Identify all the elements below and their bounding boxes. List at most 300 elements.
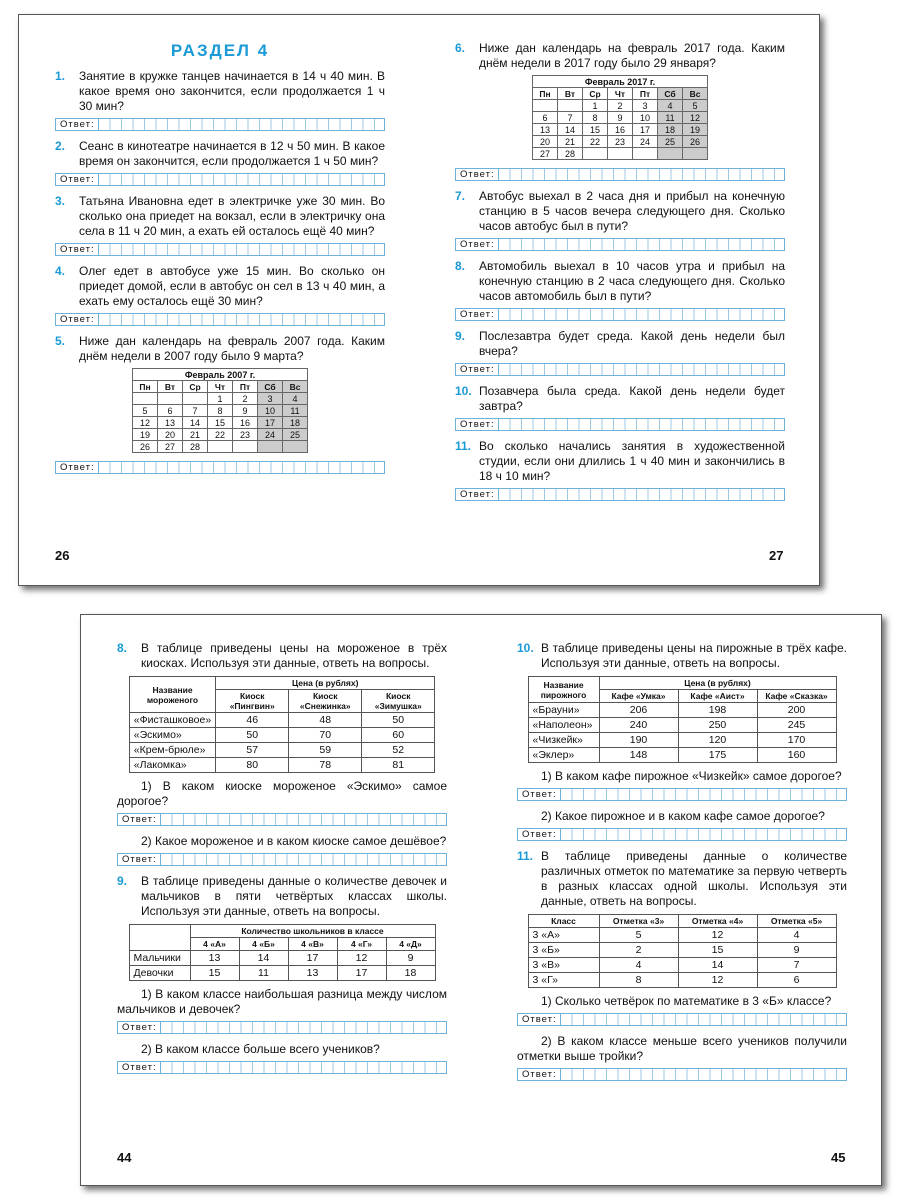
answer-field[interactable] <box>517 1068 847 1081</box>
table-cell: 59 <box>289 743 362 758</box>
answer-field[interactable] <box>55 461 385 474</box>
question-7 <box>455 189 785 234</box>
calendar-day <box>158 393 183 405</box>
answer-field[interactable] <box>455 418 785 431</box>
calendar-caption: Февраль 2017 г. <box>533 76 708 88</box>
table-cell: 175 <box>678 748 757 763</box>
calendar-day: 5 <box>683 100 708 112</box>
question-11 <box>517 849 847 909</box>
subquestion: 1) В каком кафе пирожное «Чизкейк» самое дорогое? <box>541 769 842 783</box>
answer-cells[interactable] <box>99 119 384 130</box>
table-header <box>129 925 190 951</box>
calendar-week <box>133 393 308 405</box>
answer-label: Ответ: <box>56 314 99 325</box>
table-header: Отметка «3» <box>599 915 678 928</box>
table-cell: 3 «Б» <box>528 943 599 958</box>
calendar-day: 15 <box>208 417 233 429</box>
question-text: В таблице приведены цены на пирожные в трёх кафе. Используя эти данные, ответь на вопросы. <box>541 641 847 670</box>
question-text: Олег едет в автобусе уже 15 мин. Во сколько он приедет домой, если в автобус он сел в 13 ч 40 мин, а ехать ему осталось ещё 30 мин? <box>79 264 385 308</box>
calendar-weekday: Пн <box>533 88 558 100</box>
page-26 <box>55 41 385 482</box>
calendar-day: 7 <box>558 112 583 124</box>
answer-field[interactable] <box>117 853 447 866</box>
answer-field[interactable] <box>455 363 785 376</box>
calendar-week <box>533 148 708 160</box>
answer-field[interactable] <box>517 788 847 801</box>
table-cell: 245 <box>757 718 836 733</box>
table-cell: 198 <box>678 703 757 718</box>
calendar-day: 13 <box>533 124 558 136</box>
question-text: Позавчера была среда. Какой день недели будет завтра? <box>479 384 785 413</box>
page-number: 45 <box>831 1150 846 1165</box>
table-cell: 9 <box>757 943 836 958</box>
answer-cells[interactable] <box>99 244 384 255</box>
answer-cells[interactable] <box>561 1069 846 1080</box>
calendar-week <box>133 405 308 417</box>
calendar-day: 18 <box>283 417 308 429</box>
calendar-weekday: Сб <box>658 88 683 100</box>
calendar-day: 21 <box>558 136 583 148</box>
table-header: Киоск «Пингвин» <box>216 690 289 713</box>
answer-field[interactable] <box>455 238 785 251</box>
table-row <box>528 748 836 763</box>
question-text: Занятие в кружке танцев начинается в 14 ч 40 мин. В какое время оно закончится, если продолжается 1 ч 30 мин? <box>79 69 385 113</box>
answer-cells[interactable] <box>499 169 784 180</box>
table-cell: 11 <box>239 966 288 981</box>
question-text: Автомобиль выехал в 10 часов утра и прибыл на конечную станцию в 2 часа следующего дня. Сколько часов автомобиль был в пути? <box>479 259 785 303</box>
table-header: Отметка «4» <box>678 915 757 928</box>
table-cell: 12 <box>678 973 757 988</box>
answer-label: Ответ: <box>456 239 499 250</box>
table-cell: «Наполеон» <box>528 718 599 733</box>
answer-label: Ответ: <box>518 789 561 800</box>
question-text: В таблице приведены данные о количестве девочек и мальчиков в пяти четвёртых классах школы. Используя эти данные, ответь на вопросы. <box>141 874 447 918</box>
table-cell: «Брауни» <box>528 703 599 718</box>
calendar-day <box>208 441 233 453</box>
table-header: Название мороженого <box>129 677 215 713</box>
calendar-day: 22 <box>208 429 233 441</box>
answer-label: Ответ: <box>456 169 499 180</box>
calendar-day: 5 <box>133 405 158 417</box>
calendar-day: 9 <box>608 112 633 124</box>
calendar-day: 4 <box>283 393 308 405</box>
calendar-day: 11 <box>658 112 683 124</box>
calendar-day <box>633 148 658 160</box>
calendar-weekday: Пт <box>633 88 658 100</box>
calendar-day: 12 <box>683 112 708 124</box>
calendar-day: 28 <box>183 441 208 453</box>
question-number: 8. <box>117 641 128 655</box>
calendar-week <box>533 124 708 136</box>
table-cell: 50 <box>362 713 435 728</box>
calendar-day: 24 <box>258 429 283 441</box>
answer-cells[interactable] <box>499 489 784 500</box>
table-row <box>129 758 434 773</box>
answer-field[interactable] <box>455 168 785 181</box>
answer-field[interactable] <box>455 488 785 501</box>
calendar-day: 7 <box>183 405 208 417</box>
calendar-day: 13 <box>158 417 183 429</box>
students-count-table <box>129 924 436 981</box>
calendar-day <box>133 393 158 405</box>
table-cell: 13 <box>288 966 337 981</box>
workbook-spread-bottom <box>80 614 882 1186</box>
calendar-week <box>533 112 708 124</box>
calendar-day <box>533 100 558 112</box>
table-header: Название пирожного <box>528 677 599 703</box>
table-cell: 200 <box>757 703 836 718</box>
table-cell: 170 <box>757 733 836 748</box>
answer-label: Ответ: <box>456 489 499 500</box>
answer-cells[interactable] <box>99 314 384 325</box>
table-cell: 14 <box>678 958 757 973</box>
question-number: 10. <box>455 384 472 398</box>
answer-label: Ответ: <box>118 1022 161 1033</box>
answer-field[interactable] <box>117 813 447 826</box>
question-10 <box>455 384 785 414</box>
calendar-day <box>658 148 683 160</box>
table-cell: 120 <box>678 733 757 748</box>
table-cell: «Эскимо» <box>129 728 215 743</box>
page-number: 27 <box>769 548 784 563</box>
answer-cells[interactable] <box>499 364 784 375</box>
table-cell: 2 <box>599 943 678 958</box>
calendar-day <box>183 393 208 405</box>
calendar-day: 27 <box>158 441 183 453</box>
table-row <box>129 728 434 743</box>
table-cell: 81 <box>362 758 435 773</box>
question-number: 8. <box>455 259 466 273</box>
table-cell: 52 <box>362 743 435 758</box>
question-8 <box>455 259 785 304</box>
question-3 <box>55 194 385 239</box>
calendar-weekday: Чт <box>608 88 633 100</box>
answer-cells[interactable] <box>561 789 846 800</box>
table-cell: 46 <box>216 713 289 728</box>
question-number: 2. <box>55 139 66 153</box>
page-number: 26 <box>55 548 70 563</box>
calendar-day: 25 <box>658 136 683 148</box>
question-text: В таблице приведены данные о количестве различных отметок по математике за первую четверть в разных классах одной школы. Используя эти данные, ответь на вопросы. <box>541 849 847 908</box>
table-header: Кафе «Аист» <box>678 690 757 703</box>
section-title: РАЗДЕЛ 4 <box>170 41 270 60</box>
calendar-day: 21 <box>183 429 208 441</box>
table-cell: 13 <box>190 951 239 966</box>
table-cell: 3 «В» <box>528 958 599 973</box>
calendar-weekday: Вт <box>558 88 583 100</box>
calendar-day: 16 <box>608 124 633 136</box>
calendar-day: 12 <box>133 417 158 429</box>
calendar-day <box>683 148 708 160</box>
table-cell: 3 «Г» <box>528 973 599 988</box>
calendar-week <box>133 429 308 441</box>
table-row <box>528 718 836 733</box>
table-cell: 14 <box>239 951 288 966</box>
answer-label: Ответ: <box>118 1062 161 1073</box>
question-text: Автобус выехал в 2 часа дня и прибыл на конечную станцию в 5 часов вечера следующего дня. Сколько часов автобус был в пути? <box>479 189 785 233</box>
answer-field[interactable] <box>117 1021 447 1034</box>
calendar-day: 17 <box>633 124 658 136</box>
table-header: Киоск «Снежинка» <box>289 690 362 713</box>
table-cell: 206 <box>599 703 678 718</box>
answer-cells[interactable] <box>561 1014 846 1025</box>
answer-cells[interactable] <box>561 829 846 840</box>
question-number: 4. <box>55 264 66 278</box>
calendar-day: 6 <box>533 112 558 124</box>
calendar-day <box>583 148 608 160</box>
ice-cream-price-table <box>129 676 435 773</box>
calendar-day: 15 <box>583 124 608 136</box>
table-cell: «Эклер» <box>528 748 599 763</box>
table-cell: «Фисташковое» <box>129 713 215 728</box>
answer-label: Ответ: <box>518 829 561 840</box>
table-cell: 12 <box>678 928 757 943</box>
table-header: Кафе «Сказка» <box>757 690 836 703</box>
pastry-price-table <box>528 676 837 763</box>
calendar-weekday: Сб <box>258 381 283 393</box>
answer-field[interactable] <box>55 173 385 186</box>
answer-field[interactable] <box>517 1013 847 1026</box>
subquestion: 2) Какое пирожное и в каком кафе самое дорогое? <box>541 809 825 823</box>
page-45 <box>517 641 847 1089</box>
answer-label: Ответ: <box>456 309 499 320</box>
calendar-weekday: Пт <box>233 381 258 393</box>
table-row <box>528 733 836 748</box>
table-cell: 9 <box>386 951 435 966</box>
question-number: 1. <box>55 69 66 83</box>
question-number: 6. <box>455 41 466 55</box>
answer-label: Ответ: <box>56 119 99 130</box>
calendar-weekday: Вт <box>158 381 183 393</box>
table-cell: 80 <box>216 758 289 773</box>
calendar-day: 25 <box>283 429 308 441</box>
calendar-day: 22 <box>583 136 608 148</box>
question-number: 11. <box>455 439 472 453</box>
answer-cells[interactable] <box>99 174 384 185</box>
table-header: Цена (в рублях) <box>599 677 836 690</box>
calendar-weekday: Чт <box>208 381 233 393</box>
table-row <box>129 743 434 758</box>
calendar-day: 1 <box>208 393 233 405</box>
calendar-day: 14 <box>558 124 583 136</box>
calendar-day: 23 <box>233 429 258 441</box>
question-text: Во сколько начались занятия в художественной студии, если они длились 1 ч 40 мин и закончились в 18 ч 10 мин? <box>479 439 785 483</box>
calendar-day: 11 <box>283 405 308 417</box>
table-row <box>528 943 836 958</box>
grades-table <box>528 914 837 988</box>
calendar-day: 2 <box>233 393 258 405</box>
answer-field[interactable] <box>455 308 785 321</box>
answer-field[interactable] <box>117 1061 447 1074</box>
question-4 <box>55 264 385 309</box>
table-row <box>528 703 836 718</box>
table-cell: 57 <box>216 743 289 758</box>
answer-cells[interactable] <box>161 1062 446 1073</box>
answer-field[interactable] <box>55 243 385 256</box>
answer-label: Ответ: <box>56 244 99 255</box>
calendar-day: 19 <box>133 429 158 441</box>
table-cell: 15 <box>190 966 239 981</box>
calendar-weekday: Вс <box>283 381 308 393</box>
calendar-day: 6 <box>158 405 183 417</box>
question-number: 10. <box>517 641 534 655</box>
answer-field[interactable] <box>517 828 847 841</box>
table-header: Цена (в рублях) <box>216 677 435 690</box>
calendar-day: 24 <box>633 136 658 148</box>
workbook-spread-top <box>18 14 820 586</box>
calendar-weekday: Вс <box>683 88 708 100</box>
calendar-day: 19 <box>683 124 708 136</box>
table-cell: 4 <box>599 958 678 973</box>
question-text: Ниже дан календарь на февраль 2007 года. Каким днём недели в 2007 году было 9 марта? <box>79 334 385 363</box>
calendar-weekday: Пн <box>133 381 158 393</box>
table-cell: «Крем-брюле» <box>129 743 215 758</box>
table-cell: 12 <box>337 951 386 966</box>
question-11 <box>455 439 785 484</box>
table-row <box>129 713 434 728</box>
table-header: Отметка «5» <box>757 915 836 928</box>
calendar-day: 1 <box>583 100 608 112</box>
subquestion: 2) Какое мороженое и в каком киоске самое дешёвое? <box>141 834 447 848</box>
answer-cells[interactable] <box>161 1022 446 1033</box>
table-cell: Мальчики <box>129 951 190 966</box>
table-row <box>528 958 836 973</box>
answer-label: Ответ: <box>56 462 99 473</box>
table-cell: 7 <box>757 958 836 973</box>
calendar-day: 28 <box>558 148 583 160</box>
table-cell: 50 <box>216 728 289 743</box>
calendar-day: 26 <box>133 441 158 453</box>
table-cell: 3 «А» <box>528 928 599 943</box>
table-header: Киоск «Зимушка» <box>362 690 435 713</box>
calendar-day: 16 <box>233 417 258 429</box>
subquestion: 1) В каком киоске мороженое «Эскимо» самое дорогое? <box>117 779 447 808</box>
calendar-day: 3 <box>258 393 283 405</box>
calendar-day: 18 <box>658 124 683 136</box>
calendar-caption: Февраль 2007 г. <box>133 369 308 381</box>
answer-label: Ответ: <box>118 854 161 865</box>
table-header: 4 «Д» <box>386 938 435 951</box>
question-number: 7. <box>455 189 466 203</box>
calendar-feb-2007 <box>132 368 308 453</box>
question-text: В таблице приведены цены на мороженое в трёх киосках. Используя эти данные, ответь на вопросы. <box>141 641 447 670</box>
table-cell: 190 <box>599 733 678 748</box>
table-cell: 4 <box>757 928 836 943</box>
table-cell: «Лакомка» <box>129 758 215 773</box>
table-row <box>528 973 836 988</box>
calendar-day <box>258 441 283 453</box>
table-cell: 78 <box>289 758 362 773</box>
table-cell: 6 <box>757 973 836 988</box>
page-44 <box>117 641 447 1082</box>
calendar-week <box>133 441 308 453</box>
calendar-week <box>533 136 708 148</box>
calendar-day: 23 <box>608 136 633 148</box>
subquestion: 2) В каком классе больше всего учеников? <box>141 1042 380 1056</box>
question-text: Татьяна Ивановна едет в электричке уже 30 мин. Во сколько она приедет на вокзал, если в электричку она села в 11 ч 20 мин, а ехать ей осталось ещё 40 мин? <box>79 194 385 238</box>
answer-label: Ответ: <box>456 364 499 375</box>
page-number: 44 <box>117 1150 132 1165</box>
table-cell: «Чизкейк» <box>528 733 599 748</box>
calendar-week <box>133 417 308 429</box>
question-number: 11. <box>517 849 534 863</box>
answer-field[interactable] <box>55 118 385 131</box>
calendar-day <box>233 441 258 453</box>
calendar-day <box>283 441 308 453</box>
question-9 <box>455 329 785 359</box>
calendar-day: 9 <box>233 405 258 417</box>
table-cell: 15 <box>678 943 757 958</box>
answer-cells[interactable] <box>499 239 784 250</box>
table-cell: 5 <box>599 928 678 943</box>
calendar-weekday: Ср <box>183 381 208 393</box>
answer-cells[interactable] <box>161 814 446 825</box>
question-10 <box>517 641 847 671</box>
table-row <box>129 951 435 966</box>
calendar-week <box>533 100 708 112</box>
subquestion: 1) Сколько четвёрок по математике в 3 «Б» классе? <box>541 994 832 1008</box>
answer-cells[interactable] <box>499 309 784 320</box>
question-number: 9. <box>117 874 128 888</box>
question-text: Сеанс в кинотеатре начинается в 12 ч 50 мин. В какое время он закончится, если продолжается 1 ч 50 мин? <box>79 139 385 168</box>
table-cell: 17 <box>337 966 386 981</box>
calendar-day: 3 <box>633 100 658 112</box>
question-9 <box>117 874 447 919</box>
table-cell: 18 <box>386 966 435 981</box>
question-text: Послезавтра будет среда. Какой день недели был вчера? <box>479 329 785 358</box>
question-6 <box>455 41 785 71</box>
table-cell: 8 <box>599 973 678 988</box>
calendar-day: 20 <box>533 136 558 148</box>
answer-cells[interactable] <box>99 462 384 473</box>
calendar-day: 26 <box>683 136 708 148</box>
answer-label: Ответ: <box>518 1014 561 1025</box>
calendar-day: 20 <box>158 429 183 441</box>
table-cell: Девочки <box>129 966 190 981</box>
calendar-day: 8 <box>583 112 608 124</box>
calendar-feb-2017 <box>532 75 708 160</box>
calendar-day <box>558 100 583 112</box>
calendar-day: 27 <box>533 148 558 160</box>
table-cell: 17 <box>288 951 337 966</box>
question-1 <box>55 69 385 114</box>
answer-cells[interactable] <box>161 854 446 865</box>
question-8 <box>117 641 447 671</box>
subquestion: 1) В каком классе наибольшая разница между числом мальчиков и девочек? <box>117 987 447 1016</box>
answer-field[interactable] <box>55 313 385 326</box>
question-number: 5. <box>55 334 66 348</box>
answer-cells[interactable] <box>499 419 784 430</box>
question-5 <box>55 334 385 364</box>
table-header: Кафе «Умка» <box>599 690 678 703</box>
question-text: Ниже дан календарь на февраль 2017 года. Каким днём недели в 2017 году было 29 января? <box>479 41 785 70</box>
table-cell: 240 <box>599 718 678 733</box>
calendar-day: 4 <box>658 100 683 112</box>
question-2 <box>55 139 385 169</box>
calendar-day: 2 <box>608 100 633 112</box>
table-header: 4 «А» <box>190 938 239 951</box>
question-number: 3. <box>55 194 66 208</box>
calendar-day: 10 <box>258 405 283 417</box>
subquestion: 2) В каком классе меньше всего учеников получили отметки выше тройки? <box>517 1034 847 1063</box>
calendar-day: 17 <box>258 417 283 429</box>
calendar-day: 8 <box>208 405 233 417</box>
table-header: 4 «В» <box>288 938 337 951</box>
answer-label: Ответ: <box>56 174 99 185</box>
table-cell: 250 <box>678 718 757 733</box>
table-cell: 60 <box>362 728 435 743</box>
calendar-day: 14 <box>183 417 208 429</box>
